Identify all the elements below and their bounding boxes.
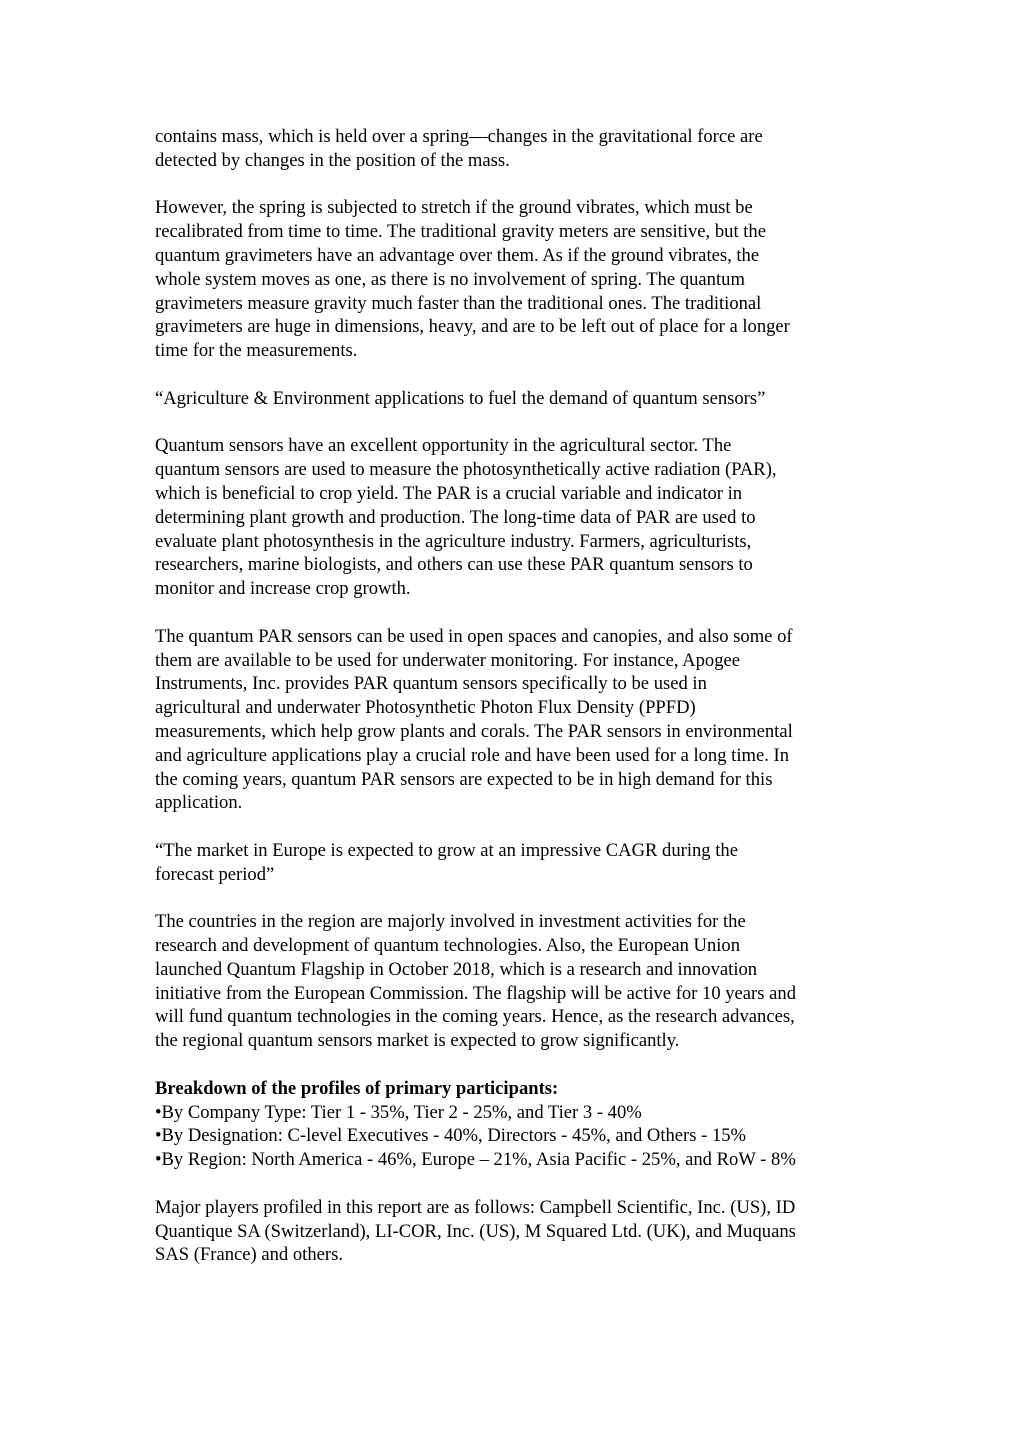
paragraph-spring-vibration: However, the spring is subjected to stretch if the ground vibrates, which must be recalibrated from time to time. The traditional gravity meters are sensitive, but the quantum gravimeters have an advantage over them. As if the ground vibrates, the whole system moves as one, as there is no involvement of spring. The quantum gravimeters measure gravity much faster than the traditional ones. The traditional gravimeters are huge in dimensions, heavy, and are to be left out of place for a longer time for the measurements. — [155, 197, 790, 362]
paragraph-gravimeter-mass: contains mass, which is held over a spring—changes in the gravitational force are detected by changes in the position of the mass. — [155, 126, 763, 171]
paragraph-major-players: Major players profiled in this report are as follows: Campbell Scientific, Inc. (US), ID Quantique SA (Switzerland), LI-COR, Inc. (US), M Squared Ltd. (UK), and Muquans SAS (France) and others. — [155, 1196, 796, 1266]
document-page — [155, 125, 875, 1291]
paragraph-europe-investment: The countries in the region are majorly involved in investment activities for the research and development of quantum technologies. Also, the European Union launched Quantum Flagship in October 2018, which is a research and innovation initiative from the European Commission. The flagship will be active for 10 years and will fund quantum technologies in the coming years. Hence, as the research advances, the regional quantum sensors market is expected to grow significantly. — [155, 911, 796, 1052]
section-title-europe: “The market in Europe is expected to grow at an impressive CAGR during the forecast period” — [155, 839, 738, 885]
breakdown-list — [155, 1101, 875, 1172]
paragraph-agriculture-opportunity: Quantum sensors have an excellent opportunity in the agricultural sector. The quantum sensors are used to measure the photosynthetically active radiation (PAR), which is beneficial to crop yield. The PAR is a crucial variable and indicator in determining plant growth and production. The long-time data of PAR are used to evaluate plant photosynthesis in the agriculture industry. Farmers, agriculturists, researchers, marine biologists, and others can use these PAR quantum sensors to monitor and increase crop growth. — [155, 435, 777, 600]
breakdown-item-designation: •By Designation: C-level Executives - 40%, Directors - 45%, and Others - 15% — [155, 1125, 747, 1147]
breakdown-heading: Breakdown of the profiles of primary participants: — [155, 1077, 559, 1099]
section-title-agriculture: “Agriculture & Environment applications to fuel the demand of quantum sensors” — [155, 387, 766, 409]
breakdown-item-region: •By Region: North America - 46%, Europe – 21%, Asia Pacific - 25%, and RoW - 8% — [155, 1149, 796, 1171]
paragraph-par-sensors: The quantum PAR sensors can be used in open spaces and canopies, and also some of them are available to be used for underwater monitoring. For instance, Apogee Instruments, Inc. provides PAR quantum sensors specifically to be used in agricultural and underwater Photosynthetic Photon Flux Density (PPFD) measurements, which help grow plants and corals. The PAR sensors in environmental and agriculture applications play a crucial role and have been used for a long time. In the coming years, quantum PAR sensors are expected to be in high demand for this application. — [155, 625, 793, 814]
breakdown-item-company-type: •By Company Type: Tier 1 - 35%, Tier 2 - 25%, and Tier 3 - 40% — [155, 1101, 642, 1123]
